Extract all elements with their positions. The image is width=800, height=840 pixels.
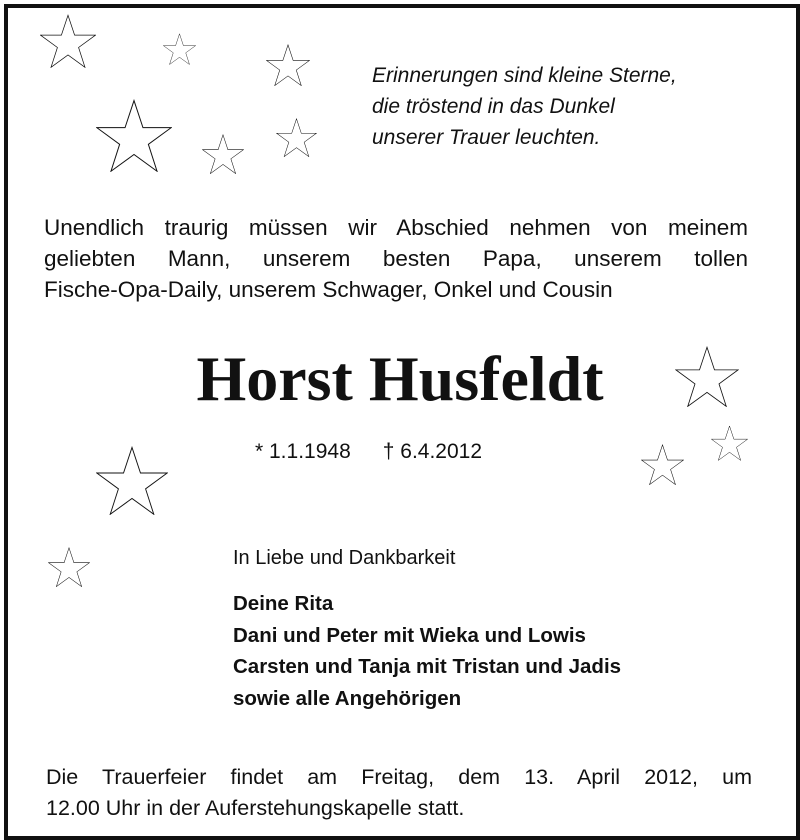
announcement-line: Unendlich traurig müssen wir Abschied nehmen von meinem (44, 215, 748, 240)
star-icon (96, 99, 172, 172)
mourner-line: Deine Rita (233, 592, 334, 615)
mourners-list (233, 588, 621, 714)
mourner-line: Dani und Peter mit Wieka und Lowis (233, 623, 586, 647)
mourners-intro: In Liebe und Dankbarkeit (233, 547, 456, 569)
service-line: Die Trauerfeier findet am Freitag, dem 13. April 2012, um (46, 765, 752, 789)
life-dates (255, 440, 482, 464)
announcement-text (44, 212, 748, 305)
service-line: 12.00 Uhr in der Auferstehungskapelle statt. (46, 796, 465, 820)
star-icon (202, 134, 244, 174)
star-icon (40, 14, 96, 68)
deceased-name: Horst Husfeldt (196, 343, 604, 414)
star-icon (276, 118, 317, 157)
quote-line: unserer Trauer leuchten. (372, 126, 601, 149)
star-icon (163, 33, 196, 65)
star-icon (96, 446, 168, 515)
quote-line: Erinnerungen sind kleine Sterne, (372, 64, 677, 87)
announcement-line: geliebten Mann, unserem besten Papa, unserem tollen (44, 246, 748, 271)
death-date: † 6.4.2012 (382, 440, 483, 463)
memorial-quote (372, 60, 772, 153)
mourner-line: Carsten und Tanja mit Tristan und Jadis (233, 655, 622, 678)
announcement-line: Fische-Opa-Daily, unserem Schwager, Onkel und Cousin (44, 277, 613, 302)
star-icon (48, 547, 90, 587)
quote-line: die tröstend in das Dunkel (372, 95, 615, 118)
birth-date: * 1.1.1948 (255, 440, 351, 463)
star-icon (266, 44, 310, 86)
funeral-service-info (46, 762, 752, 824)
star-icon (711, 425, 748, 461)
star-icon (641, 444, 684, 485)
mourner-line: sowie alle Angehörigen (233, 686, 462, 710)
